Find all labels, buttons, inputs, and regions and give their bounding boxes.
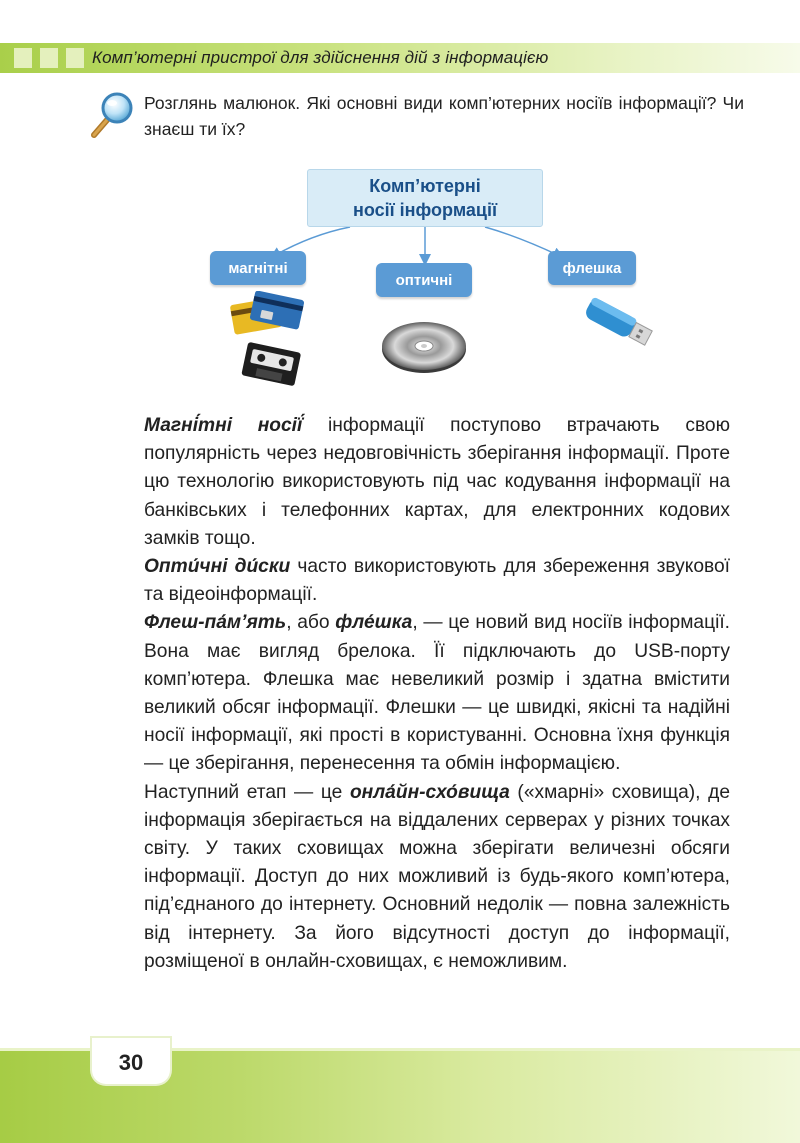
page-number: 30 <box>118 1050 144 1075</box>
paragraph-optical-text: часто використовують для збереження звукової та відеоінформації. <box>144 556 730 606</box>
header-square <box>66 48 84 68</box>
storage-media-diagram <box>200 165 660 410</box>
paragraph-flash-connector: , або <box>286 612 336 634</box>
paragraph-optical <box>144 553 730 609</box>
header-square <box>14 48 32 68</box>
root-node-line1: Комп’ютерні <box>369 176 481 196</box>
paragraph-flash <box>144 609 730 778</box>
paragraph-cloud-text: («хмарні» сховища), де інформація зберігається на віддалених серверах у різних точках світу. У таких сховищах можна зберігати величезні обсяги інформації. Доступ до них можливий із будь-якого комп’ютера, під’єднаного до інтернету. Основний недолік — повна залежність від інтернету. За його відсутності доступ до інформації, розміщеної в онлайн-сховищах, є неможливим. <box>144 781 731 972</box>
question-text: Розглянь малюнок. Які основні види комп’ютерних носіїв інформації? Чи знаєш ти їх? <box>144 93 744 139</box>
cd-disc-image <box>378 315 470 377</box>
chapter-header <box>0 43 800 73</box>
term-optical: Опти́чні ди́ски <box>144 556 291 578</box>
term-flash-drive: фле́шка <box>335 612 413 634</box>
body-text <box>144 412 730 976</box>
category-magnetic: магнітні <box>210 251 306 285</box>
magnifier-icon <box>90 90 136 140</box>
bank-cards-image <box>228 291 308 337</box>
root-node-line2: носії інформації <box>352 200 498 220</box>
paragraph-cloud <box>144 779 730 976</box>
paragraph-magnetic-text: інформації поступово втрачають свою популярність через недовговічність зберігання інформації. Проте цю технологію використовують під час кодування інформації на банківських і телефонних картах, для електронних кодових замків тощо. <box>144 415 730 549</box>
cassette-image <box>240 337 302 393</box>
term-magnetic: Магні́тні носії́ <box>144 415 303 436</box>
root-node <box>307 169 543 227</box>
paragraph-magnetic <box>144 412 730 553</box>
paragraph-flash-text: , — це новий вид носіїв інформації. Вона має вигляд брелока. Її підключають до USB-порту комп’ютера. Флешка має невеликий розмір і здатна вмістити великий обсяг інформації. Флешки — це швидкі, якісні та надійні носії інформації, які прості в користуванні. Основна їхня функція — це зберігання, перенесення та обмін інформацією. <box>144 612 730 775</box>
category-flash: флешка <box>548 251 636 285</box>
paragraph-cloud-intro: Наступний етап — це <box>144 781 350 803</box>
chapter-title: Комп’ютерні пристрої для здійснення дій з інформацією <box>92 48 549 67</box>
term-flash-memory: Флеш-па́м’ять <box>144 612 287 634</box>
term-cloud-storage: онла́йн-схо́вища <box>349 781 510 803</box>
category-optical: оптичні <box>376 263 472 297</box>
header-square <box>40 48 58 68</box>
usb-flash-image <box>578 291 658 355</box>
